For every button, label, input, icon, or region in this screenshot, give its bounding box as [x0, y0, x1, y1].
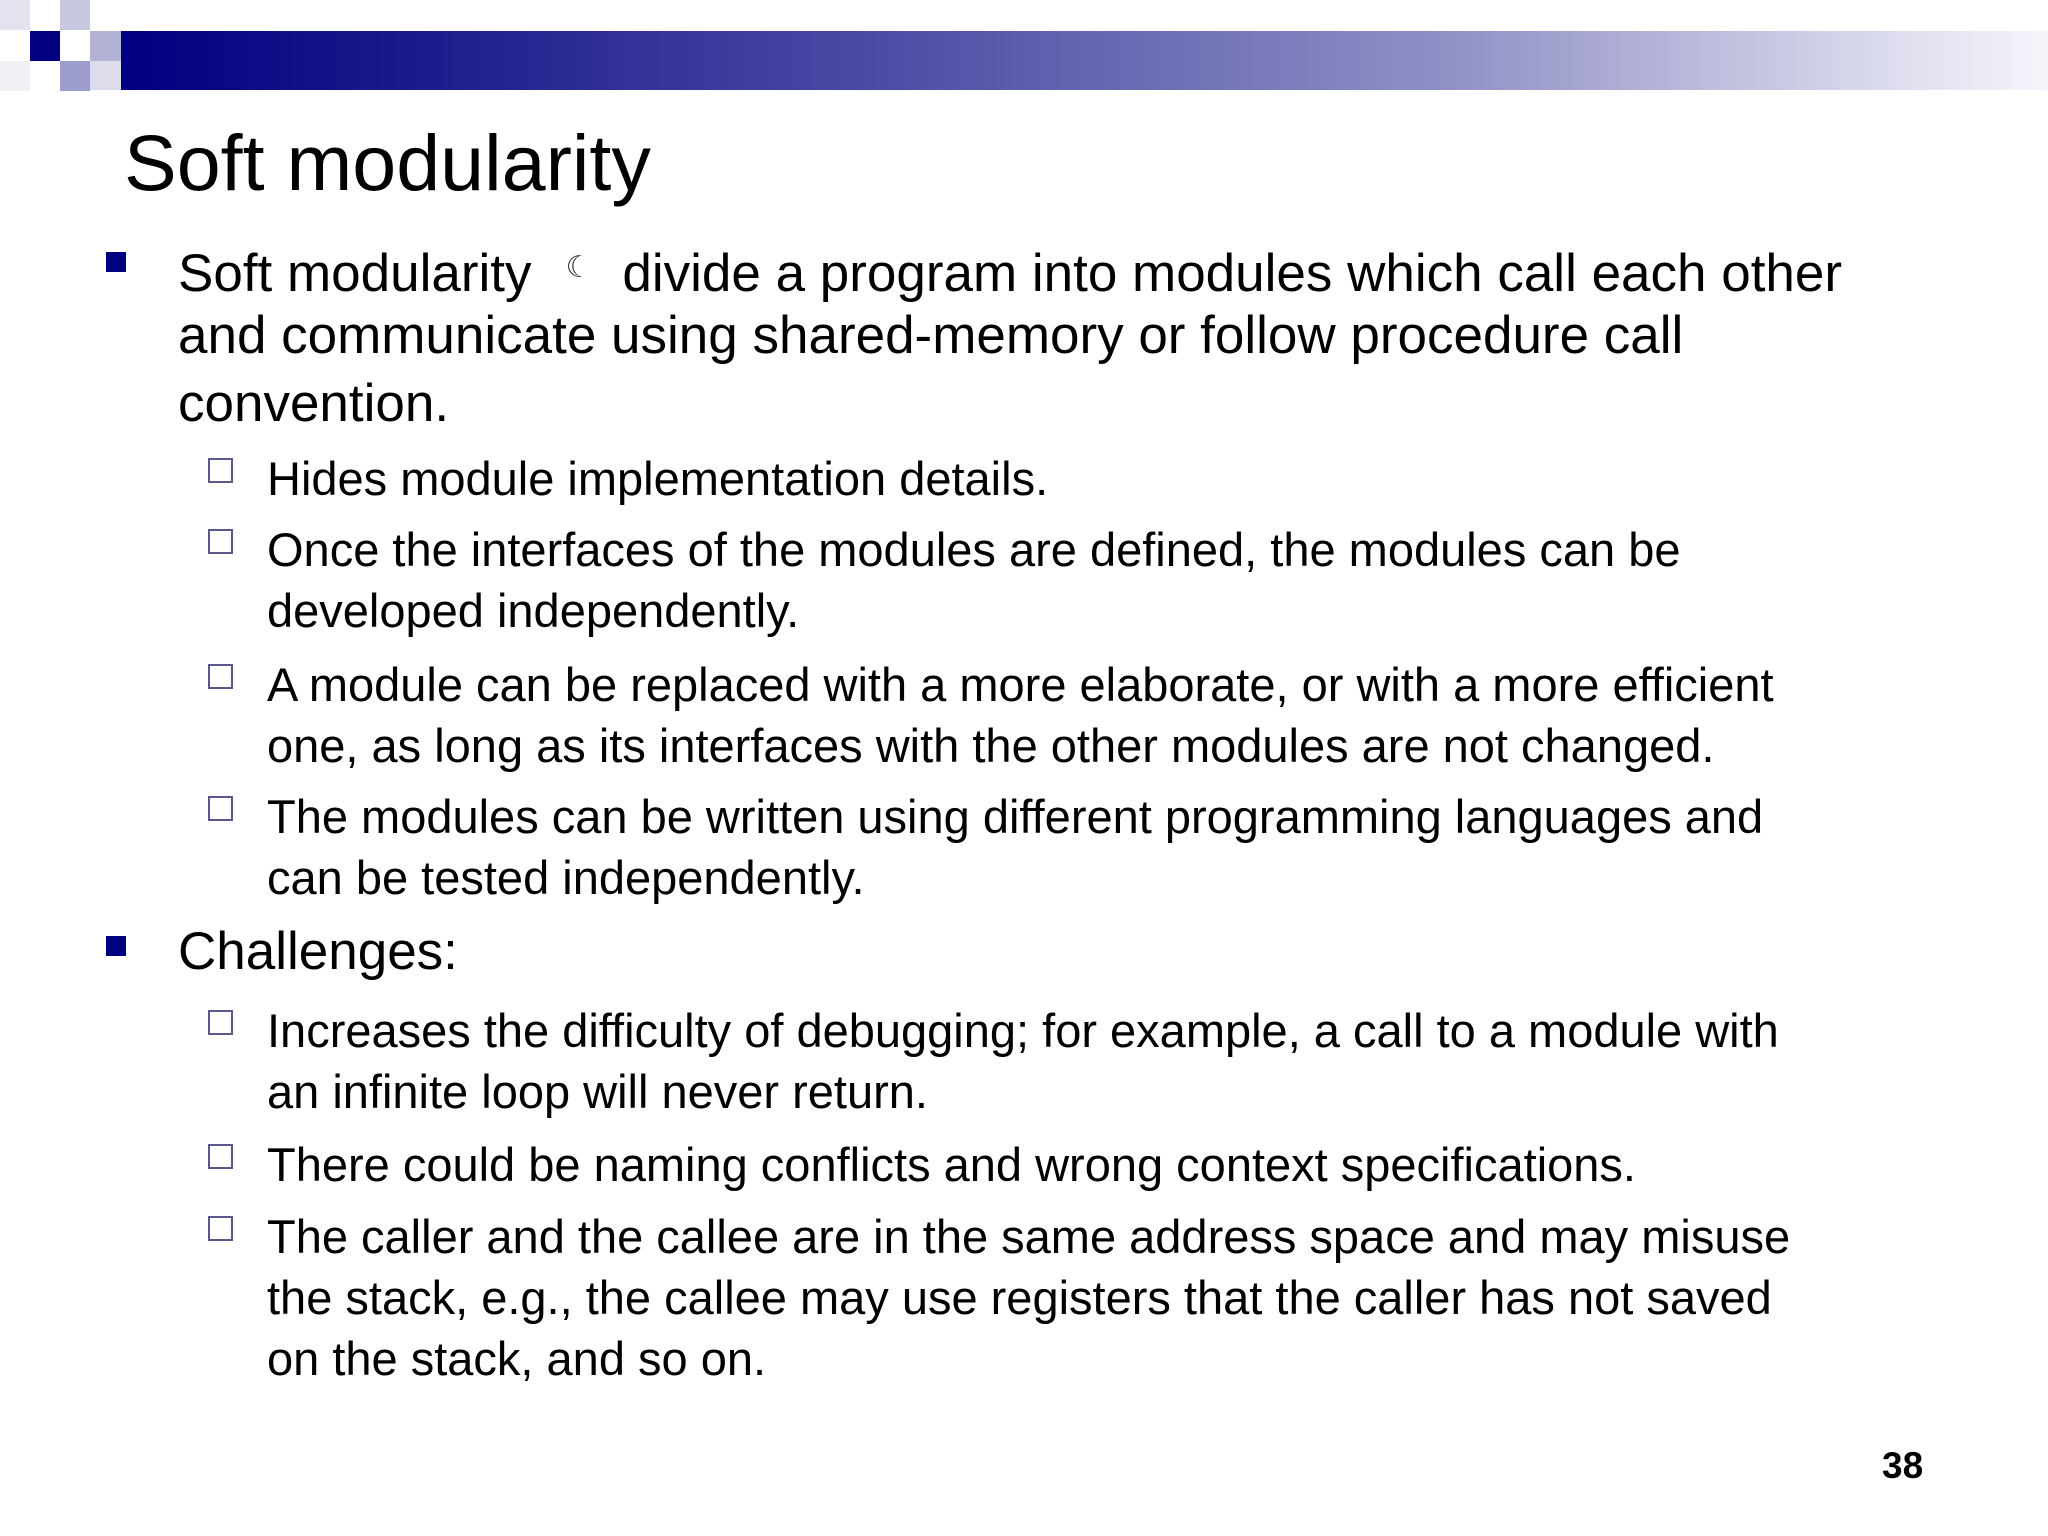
moon-symbol-icon: ☾: [565, 250, 593, 285]
sub-bullet-line: an infinite loop will never return.: [267, 1065, 928, 1118]
bullet-line: [178, 234, 1842, 308]
bullet-square-icon: [106, 252, 126, 272]
sub-bullet-line: developed independently.: [267, 584, 800, 637]
checkbox-bullet-icon: [208, 1216, 233, 1241]
bullet-line: convention.: [178, 374, 450, 433]
decor-square: [90, 61, 121, 90]
sub-bullet-line: A module can be replaced with a more elaborate, or with a more efficient: [267, 658, 1774, 711]
checkbox-bullet-icon: [208, 529, 233, 554]
decor-square: [60, 0, 90, 30]
sub-bullet-line: Hides module implementation details.: [267, 452, 1049, 505]
checkbox-bullet-icon: [208, 664, 233, 689]
sub-bullet-line: one, as long as its interfaces with the other modules are not changed.: [267, 719, 1715, 772]
bullet-line: Challenges:: [178, 922, 458, 981]
bullet-text: divide a program into modules which call each other: [622, 244, 1843, 303]
sub-bullet-line: can be tested independently.: [267, 851, 865, 904]
sub-bullet-line: the stack, e.g., the callee may use registers that the caller has not saved: [267, 1271, 1772, 1324]
sub-bullet-line: on the stack, and so on.: [267, 1332, 767, 1385]
sub-bullet-line: Once the interfaces of the modules are defined, the modules can be: [267, 523, 1681, 576]
bullet-line: and communicate using shared-memory or follow procedure call: [178, 306, 1684, 365]
checkbox-bullet-icon: [208, 1144, 233, 1169]
decor-square: [30, 31, 60, 61]
bullet-square-icon: [106, 936, 126, 956]
sub-bullet-line: There could be naming conflicts and wrong context specifications.: [267, 1138, 1636, 1191]
page-number: 38: [1882, 1445, 1924, 1486]
sub-bullet-line: Increases the difficulty of debugging; for example, a call to a module with: [267, 1004, 1779, 1057]
sub-bullet-line: The modules can be written using different programming languages and: [267, 790, 1764, 843]
checkbox-bullet-icon: [208, 796, 233, 821]
header-gradient-bar: [121, 31, 2048, 90]
decor-square: [90, 31, 121, 61]
slide-title: Soft modularity: [124, 118, 651, 207]
sub-bullet-line: The caller and the callee are in the same address space and may misuse: [267, 1210, 1791, 1263]
decor-square: [60, 61, 90, 91]
decor-square: [0, 0, 30, 30]
bullet-text: Soft modularity: [178, 244, 532, 303]
checkbox-bullet-icon: [208, 1010, 233, 1035]
checkbox-bullet-icon: [208, 458, 233, 483]
decor-square: [0, 61, 30, 91]
